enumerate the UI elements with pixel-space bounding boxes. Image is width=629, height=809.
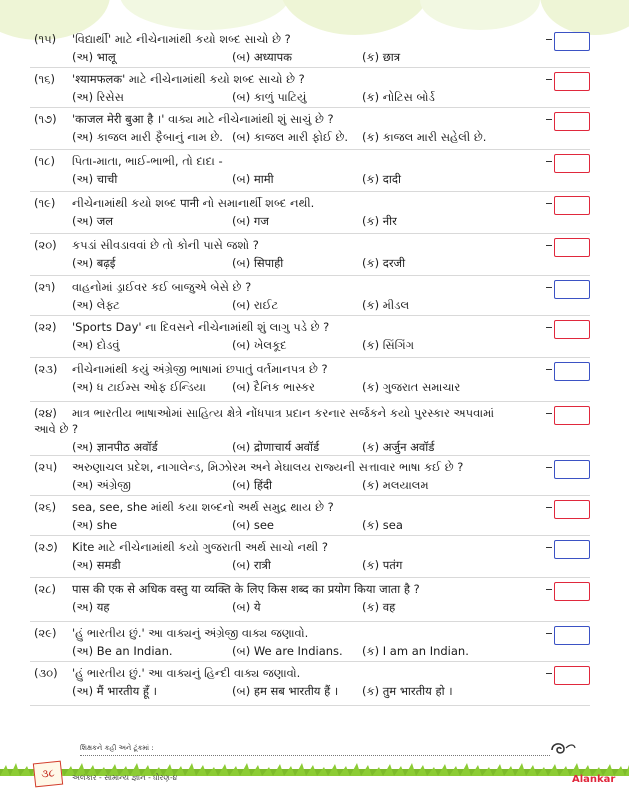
swirl-ornament-icon <box>548 738 578 760</box>
question-number: (૨૯) <box>34 626 57 640</box>
question-number: (૨૬) <box>34 500 57 514</box>
question-number: (૨૩) <box>34 362 58 376</box>
option-b[interactable]: (બ) हम सब भारतीय हैं । <box>232 684 339 698</box>
question-item <box>30 578 590 622</box>
answer-dash <box>546 119 552 120</box>
question-item <box>30 622 590 662</box>
options-row <box>34 517 550 534</box>
option-a[interactable]: (અ) અંગ્રેજી <box>72 478 131 492</box>
question-text <box>34 153 550 169</box>
answer-dash <box>546 507 552 508</box>
question-number: (૨૮) <box>34 582 57 596</box>
question-text <box>34 581 550 597</box>
option-b[interactable]: (બ) કાજલ મારી ફોઈ છે. <box>232 130 349 144</box>
question-prompt: sea, see, she માંથી કયા શબ્દનો અર્થ સમુદ્ર થાય છે ? <box>72 500 334 514</box>
question-text <box>34 237 550 253</box>
answer-dash <box>546 547 552 548</box>
option-b[interactable]: (બ) गज <box>232 214 269 228</box>
option-b[interactable]: (બ) रात्री <box>232 558 271 572</box>
question-item <box>30 662 590 706</box>
option-a[interactable]: (અ) जल <box>72 214 114 228</box>
answer-dash <box>546 203 552 204</box>
options-row <box>34 297 550 314</box>
option-a[interactable]: (અ) समडी <box>72 558 121 572</box>
question-item <box>30 150 590 192</box>
answer-box[interactable] <box>554 666 590 685</box>
option-a[interactable]: (અ) ज्ञानपीठ अवॉर्ड <box>72 440 158 454</box>
question-number: (૨૨) <box>34 320 57 334</box>
option-b[interactable]: (બ) કાળું પાટિયું <box>232 90 307 104</box>
option-b[interactable]: (બ) see <box>232 518 275 532</box>
question-prompt: 'હું ભારતીય છું.' આ વાક્યનું અંગ્રેજી વાક્ય જણાવો. <box>72 626 309 640</box>
option-c[interactable]: (ક) મલયાલમ <box>362 478 429 492</box>
question-prompt: 'काजल मेरी बुआ है ।' વાક્ય માટે નીચેનામાંથી શું સાચું છે ? <box>72 112 334 126</box>
question-item <box>30 456 590 496</box>
options-row <box>34 213 550 230</box>
answer-box[interactable] <box>554 72 590 91</box>
option-c[interactable]: (ક) નોટિસ બોર્ડ <box>362 90 435 104</box>
option-a[interactable]: (અ) बढ़ई <box>72 256 116 270</box>
answer-box[interactable] <box>554 626 590 645</box>
answer-dash <box>546 369 552 370</box>
footer-note: શિક્ષકને કહી અને ટૂંકમાં : <box>80 744 550 756</box>
answer-dash <box>546 673 552 674</box>
option-b[interactable]: (બ) દૈનિક ભાસ્કર <box>232 380 316 394</box>
answer-box[interactable] <box>554 500 590 519</box>
brand-logo <box>572 774 615 785</box>
question-prompt: માત્ર ભારતીય ભાષાઓમાં સાહિત્ય ક્ષેત્રે નોંધપાત્ર પ્રદાન કરનાર સર્જકને કયો પુરસ્કાર અપવામાં આવે છે ? <box>34 406 495 436</box>
options-row <box>34 129 550 146</box>
question-text <box>34 499 550 515</box>
options-row <box>34 49 550 66</box>
question-text <box>34 195 550 211</box>
answer-box[interactable] <box>554 460 590 479</box>
question-text <box>34 361 550 377</box>
answer-box[interactable] <box>554 406 590 425</box>
option-c[interactable]: (ક) કાજલ મારી સહેલી છે. <box>362 130 487 144</box>
question-prompt: Kite માટે નીચેનામાંથી કયો ગુજરાતી અર્થ સાચો નથી ? <box>72 540 328 554</box>
question-item <box>30 536 590 578</box>
option-b[interactable]: (બ) રાઈટ <box>232 298 279 312</box>
decor-bubble <box>420 0 540 30</box>
question-prompt: નીચેનામાંથી કયો શબ્દ पानी નો સમાનાર્થી શબ્દ નથી. <box>72 196 315 210</box>
option-c[interactable]: (ક) I am an Indian. <box>362 644 469 658</box>
option-c[interactable]: (ક) वह <box>362 600 396 614</box>
option-a[interactable]: (અ) કાજલ મારી ફૈબાનું નામ છે. <box>72 130 223 144</box>
answer-box[interactable] <box>554 196 590 215</box>
option-c[interactable]: (ક) अर्जुन अवॉर्ड <box>362 440 435 454</box>
answer-box[interactable] <box>554 582 590 601</box>
question-number: (૨૪) <box>34 406 57 420</box>
question-text <box>34 539 550 555</box>
options-row <box>34 255 550 272</box>
option-c[interactable]: (ક) મીડલ <box>362 298 410 312</box>
question-prompt: 'श्यामफलक' માટે નીચેનામાંથી કયો શબ્દ સાચો છે ? <box>72 72 305 86</box>
answer-dash <box>546 589 552 590</box>
brand-logo-text: Alankar <box>572 774 616 785</box>
answer-box[interactable] <box>554 112 590 131</box>
question-number: (૧૭) <box>34 112 57 126</box>
answer-box[interactable] <box>554 362 590 381</box>
option-a[interactable]: (અ) દોડવું <box>72 338 120 352</box>
question-item <box>30 192 590 234</box>
question-prompt: અરુણાચલ પ્રદેશ, નાગાલેન્ડ, મિઝોરમ અને મેઘાલય રાજ્યની સત્તાવાર ભાષા કઈ છે ? <box>72 460 464 474</box>
question-item <box>30 358 590 402</box>
options-row <box>34 337 550 354</box>
option-c[interactable]: (ક) दरजी <box>362 256 406 270</box>
series-title: અલંકાર - સામાન્ય જ્ઞાન - ધોરણ-૪ <box>72 773 178 782</box>
page-number: ૩૮ <box>33 761 63 788</box>
options-row <box>34 379 550 396</box>
option-a[interactable]: (અ) she <box>72 518 118 532</box>
option-b[interactable]: (બ) द्रोणाचार्य अवॉर्ड <box>232 440 320 454</box>
options-row <box>34 683 550 700</box>
answer-box[interactable] <box>554 154 590 173</box>
question-item <box>30 234 590 276</box>
option-b[interactable]: (બ) हिंदी <box>232 478 273 492</box>
question-text <box>34 111 550 127</box>
options-row <box>34 89 550 106</box>
question-text <box>34 665 550 681</box>
option-b[interactable]: (બ) मामी <box>232 172 274 186</box>
question-text <box>34 71 550 87</box>
question-number: (૨૦) <box>34 238 57 252</box>
options-row <box>34 171 550 188</box>
question-text <box>34 31 550 47</box>
question-prompt: 'Sports Day' ના દિવસને નીચેનામાંથી શું લાગુ પડે છે ? <box>72 320 330 334</box>
option-c[interactable]: (ક) sea <box>362 518 403 532</box>
answer-box[interactable] <box>554 280 590 299</box>
answer-dash <box>546 467 552 468</box>
options-row <box>34 439 550 456</box>
question-text <box>34 319 550 335</box>
answer-dash <box>546 287 552 288</box>
answer-dash <box>546 413 552 414</box>
question-number: (૩૦) <box>34 666 58 680</box>
question-prompt: કપડાં સીવડાવવાં છે તો કોની પાસે જશો ? <box>72 238 259 252</box>
answer-box[interactable] <box>554 32 590 51</box>
answer-dash <box>546 39 552 40</box>
answer-dash <box>546 633 552 634</box>
option-c[interactable]: (ક) पतंग <box>362 558 403 572</box>
question-item <box>30 68 590 108</box>
question-item <box>30 316 590 358</box>
question-item <box>30 276 590 316</box>
question-text <box>34 625 550 641</box>
option-c[interactable]: (ક) ગુજરાત સમાચાર <box>362 380 461 394</box>
answer-box[interactable] <box>554 320 590 339</box>
question-item <box>30 402 590 456</box>
option-a[interactable]: (અ) मैं भारतीय हूँ । <box>72 684 158 698</box>
question-prompt: पास की एक से अधिक वस्तु या व्यक्ति के लिए किस शब्द का प्रयोग किया जाता है ? <box>72 582 420 596</box>
option-b[interactable]: (બ) अध्यापक <box>232 50 292 64</box>
option-a[interactable]: (અ) यह <box>72 600 110 614</box>
question-text <box>34 405 504 437</box>
question-item <box>30 28 590 68</box>
option-c[interactable]: (ક) छात्र <box>362 50 401 64</box>
question-number: (૧૮) <box>34 154 55 168</box>
options-row <box>34 643 550 660</box>
options-row <box>34 477 550 494</box>
answer-dash <box>546 79 552 80</box>
answer-box[interactable] <box>554 540 590 559</box>
question-prompt: નીચેનામાંથી કયું અંગ્રેજી ભાષામાં છપાતું વર્તમાનપત્ર છે ? <box>72 362 328 376</box>
question-number: (૨૧) <box>34 280 56 294</box>
question-number: (૨૭) <box>34 540 58 554</box>
option-c[interactable]: (ક) नीर <box>362 214 397 228</box>
option-b[interactable]: (બ) सिपाही <box>232 256 284 270</box>
option-c[interactable]: (ક) दादी <box>362 172 401 186</box>
question-list <box>30 28 590 706</box>
option-a[interactable]: (અ) भालू <box>72 50 116 64</box>
question-prompt: 'હું ભારતીય છું.' આ વાક્યનું હિન્દી વાક્ય જણાવો. <box>72 666 301 680</box>
question-number: (૧૯) <box>34 196 56 210</box>
answer-dash <box>546 245 552 246</box>
option-a[interactable]: (અ) ધ ટાઈમ્સ ઓફ ઈન્ડિયા <box>72 380 206 394</box>
options-row <box>34 557 550 574</box>
question-prompt: પિતા-માતા, ભાઈ-ભાભી, તો દાદા - <box>72 154 223 168</box>
option-b[interactable]: (બ) ખેલકૂદ <box>232 338 287 352</box>
question-item <box>30 496 590 536</box>
option-a[interactable]: (અ) લેફ્ટ <box>72 298 120 312</box>
answer-dash <box>546 327 552 328</box>
option-a[interactable]: (અ) Be an Indian. <box>72 644 173 658</box>
answer-dash <box>546 161 552 162</box>
options-row <box>34 599 550 616</box>
question-number: (૧૫) <box>34 32 57 46</box>
answer-box[interactable] <box>554 238 590 257</box>
option-c[interactable]: (ક) तुम भारतीय हो । <box>362 684 453 698</box>
question-number: (૧૬) <box>34 72 56 86</box>
question-number: (૨૫) <box>34 460 58 474</box>
decor-bubble <box>120 0 290 30</box>
question-item <box>30 108 590 150</box>
option-b[interactable]: (બ) We are Indians. <box>232 644 343 658</box>
option-a[interactable]: (અ) चाची <box>72 172 118 186</box>
question-text <box>34 279 550 295</box>
question-prompt: વાહનોમાં ડ્રાઈવર કઈ બાજુએ બેસે છે ? <box>72 280 252 294</box>
option-c[interactable]: (ક) સિંગિંગ <box>362 338 415 352</box>
option-a[interactable]: (અ) રિસેસ <box>72 90 124 104</box>
option-b[interactable]: (બ) ये <box>232 600 261 614</box>
question-text <box>34 459 550 475</box>
question-prompt: 'વિદ્યાર્થી' માટે નીચેનામાંથી કયો શબ્દ સાચો છે ? <box>72 32 291 46</box>
